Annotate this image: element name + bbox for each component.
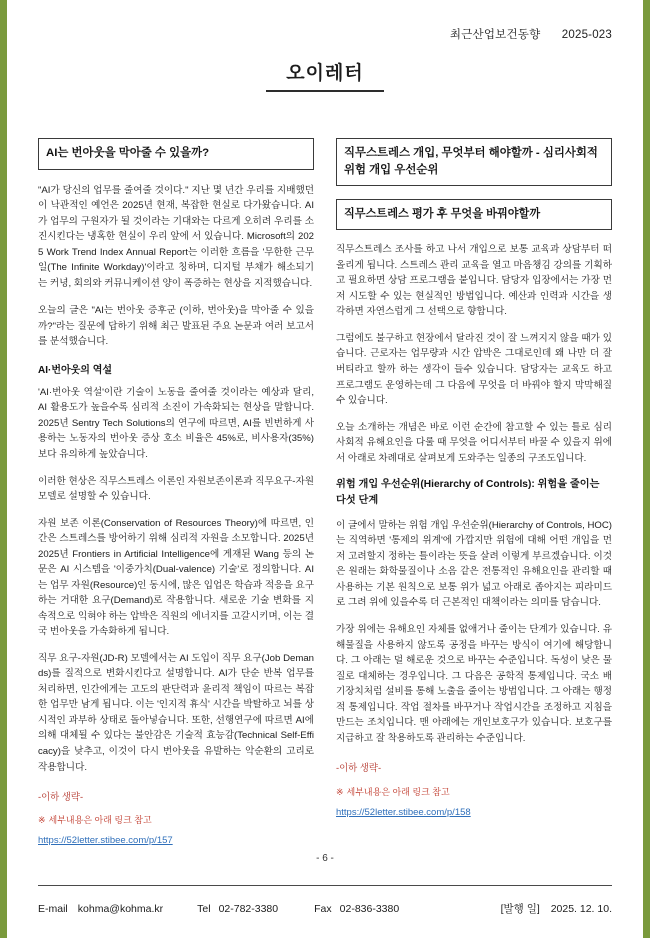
right-source-link[interactable]: https://52letter.stibee.com/p/158 bbox=[336, 807, 471, 818]
right-paragraph: 이 글에서 말하는 위험 개입 우선순위(Hierarchy of Controls, HOC)는 직역하면 '통제의 위계'에 가깝지만 위험에 대해 어떤 개입을 먼저 고려할지 정하는 틀이라는 뜻을 살려 이렇게 부르겠습니다. 이것은 원래는 화학물질이나 소음 같은 전통적인 유해요인을 관리할 때 사용하는 기본 원칙으로 보통 위가 넓고 아래로 좁아지는 피라미드로 그려 위에 있을수록 더 근본적인 대책이라는 의미를 담습니다. bbox=[336, 519, 612, 609]
footer-email-label: E-mail bbox=[38, 902, 68, 915]
left-paragraph: 오늘의 글은 "AI는 번아웃 증후군 (이하, 번아웃)을 막아줄 수 있을까?"라는 질문에 답하기 위해 최근 발표된 주요 논문과 여러 보고서를 분석했습니다. bbox=[38, 305, 314, 348]
footer-publish-block bbox=[501, 901, 612, 916]
page-number: - 6 - bbox=[316, 853, 334, 864]
right-omitted-note: -이하 생략- bbox=[336, 762, 382, 774]
footer-tel-label: Tel bbox=[197, 902, 211, 915]
right-paragraph: 그럼에도 불구하고 현장에서 달라진 것이 잘 느껴지지 않을 때가 있습니다. 근로자는 업무량과 시간 압박은 그대로인데 왜 나만 더 잘 버티라고 할까 하는 생각이 들수 있습니다. 담당자는 교육도 하고 프로그램도 운영하는데 그 다음에 무엇을 더 바꿔야 할지 막막해질 수 있습니다. bbox=[336, 332, 612, 407]
right-article-headline: 직무스트레스 개입, 무엇부터 해야할까 - 심리사회적 위험 개입 우선순위 bbox=[336, 138, 612, 186]
page-title: 오이레터 bbox=[286, 63, 364, 84]
left-paragraph: 자원 보존 이론(Conservation of Resources Theory)에 따르면, 인간은 스트레스를 방어하기 위해 심리적 자원을 소모합니다. 2025년 2025년 Frontiers in Artificial Intelligence에 게재된 Wang 등의 논문은 AI 시스템을 '이중가치(Dual-valence) 기술'로 정의합니다. AI는 업무 자원(Resource)인 동시에, 많은 입업은 학습과 적응을 요구하는 거대한 요구(Demand)로 작용합니다. 새로운 기술 변화를 지속적으로 익혀야 하는 압박은 직원의 에너지를 고갈시키며, 이는 결국 번아웃을 가속화하게 됩니다. bbox=[38, 517, 314, 638]
right-subheading: 위험 개입 우선순위(Hierarchy of Controls): 위험을 줄이는 다섯 단계 bbox=[336, 479, 600, 506]
article-columns bbox=[38, 138, 612, 848]
left-paragraph: 'AI·번아웃 역설'이란 기술이 노동을 줄여줄 것이라는 예상과 달리, AI 활용도가 높을수록 심리적 소진이 가속화되는 현상을 말합니다. 2025년 Sentry Tech Solutions의 연구에 따르면, AI를 빈번하게 사용하는 노동자의 번아웃 증상 호소 비율은 45%로, 비사용자(35%)보다 유의하게 높았습니다. bbox=[38, 386, 314, 460]
left-paragraph: 이러한 현상은 직무스트레스 이론인 자원보존이론과 직무요구-자원 모델로 설명할 수 있습니다. bbox=[38, 475, 315, 503]
document-header bbox=[450, 26, 612, 42]
right-paragraph: 오늘 소개하는 개념은 바로 이런 순간에 참고할 수 있는 틀로 심리사회적 유해요인을 다룰 때 무엇을 어디서부터 바꿀 수 있을지 위에서 아래로 차례대로 살펴보게 도와주는 일종의 구조도입니다. bbox=[336, 421, 612, 464]
right-footnote: ※ 세부내용은 아래 링크 참고 bbox=[336, 787, 450, 797]
left-article-headline: AI는 번아웃을 막아줄 수 있을까? bbox=[38, 138, 314, 170]
right-paragraph: 가장 위에는 유해요인 자체를 없애거나 줄이는 단계가 있습니다. 유해물질을 사용하지 않도록 공정을 바꾸는 방식이 여기에 해당합니다. 그 아래는 덜 해로운 것으로 바꾸는 수준입니다. 독성이 낮은 물질로 대체하는 경우입니다. 그 다음은 공학적 통제입니다. 국소 배기장치처럼 설비를 통해 노출을 줄이는 방법입니다. 그 아래는 행정적 통제입니다. 작업 절차를 바꾸거나 작업시간을 조정하고 지침을 만드는 조치입니다. 맨 아래에는 개인보호구가 있습니다. 보호구를 지급하고 잘 착용하도록 관리하는 수준입니다. bbox=[336, 623, 612, 744]
footer-divider bbox=[38, 885, 612, 886]
asterisk-icon: ※ bbox=[336, 787, 344, 797]
footer-tel-value: 02-782-3380 bbox=[218, 902, 279, 915]
footer-fax-value: 02-836-3380 bbox=[339, 902, 400, 915]
right-article-subbox: 직무스트레스 평가 후 무엇을 바꿔야할까 bbox=[336, 199, 612, 230]
left-source-link[interactable]: https://52letter.stibee.com/p/157 bbox=[38, 835, 173, 846]
footer-publish-label: [발행 일] bbox=[500, 903, 540, 915]
left-paragraph: "AI가 당신의 업무를 줄여줄 것이다." 지난 몇 년간 우리를 지배했던 이 낙관적인 예언은 2025년 현재, 복잡한 현실로 다가왔습니다. AI가 업무의 구원자가 될 것이라는 기대와는 다르게 오히려 우리를 소진시킨다는 냉혹한 현실이 우리 앞에 서 있습니다. Microsoft의 2025 Work Trend Index Annual Report는 이러한 흐름을 '무한한 근무일(The Infinite Workday)'이라고 칭하며, 디지털 부채가 해소되기는 커녕, 회의와 커뮤니케이션 양이 폭증하는 현상을 지적했습니다. bbox=[38, 184, 314, 289]
left-article bbox=[38, 138, 314, 848]
header-issue-number: 2025-023 bbox=[561, 29, 612, 41]
title-underline bbox=[266, 90, 384, 92]
footer-email-value: kohma@kohma.kr bbox=[77, 902, 164, 915]
left-footnote-block bbox=[38, 803, 314, 848]
left-footnote: ※ 세부내용은 아래 링크 참고 bbox=[38, 815, 152, 825]
footer-fax-label: Fax bbox=[314, 902, 332, 915]
left-omitted-note: -이하 생략- bbox=[38, 791, 84, 803]
footer-publish-date: 2025. 12. 10. bbox=[550, 903, 612, 915]
left-subheading: AI·번아웃의 역설 bbox=[38, 364, 113, 376]
header-category: 최근산업보건동향 bbox=[449, 29, 541, 41]
asterisk-icon: ※ bbox=[38, 815, 46, 825]
right-paragraph: 직무스트레스 조사를 하고 나서 개입으로 보통 교육과 상담부터 떠올리게 됩니다. 스트레스 관리 교육을 열고 마음챙김 강의를 기획하고 필요하면 상담 프로그램을 붙입니다. 담당자 입장에서는 가장 먼저 시도할 수 있는 현실적인 방법입니다. 예산과 인력과 시간을 생각하면 자연스럽게 그 선택으로 향합니다. bbox=[336, 244, 612, 318]
left-paragraph: 직무 요구-자원(JD-R) 모델에서는 AI 도입이 직무 요구(Job Demands)를 질적으로 변화시킨다고 설명합니다. AI가 단순 반복 업무를 처리하면, 인간에게는 고도의 판단력과 윤리적 책임이 따르는 복잡한 업무만 남게 됩니다. 이는 '인지적 휴식' 시간을 박탈하고 뇌를 상시적인 과부하 상태로 돌아넣습니다. 또한, 선행연구에 따르면 AI에 의해 대체될 수 있다는 불안감은 기술적 효능감(Technical Self-Efficacy)을 낮추고, 이것이 다시 번아웃을 유발하는 악순환의 고리로 작용합니다. bbox=[38, 652, 314, 773]
document-footer bbox=[38, 901, 612, 916]
right-footnote-block bbox=[336, 775, 612, 820]
right-article bbox=[336, 138, 612, 848]
